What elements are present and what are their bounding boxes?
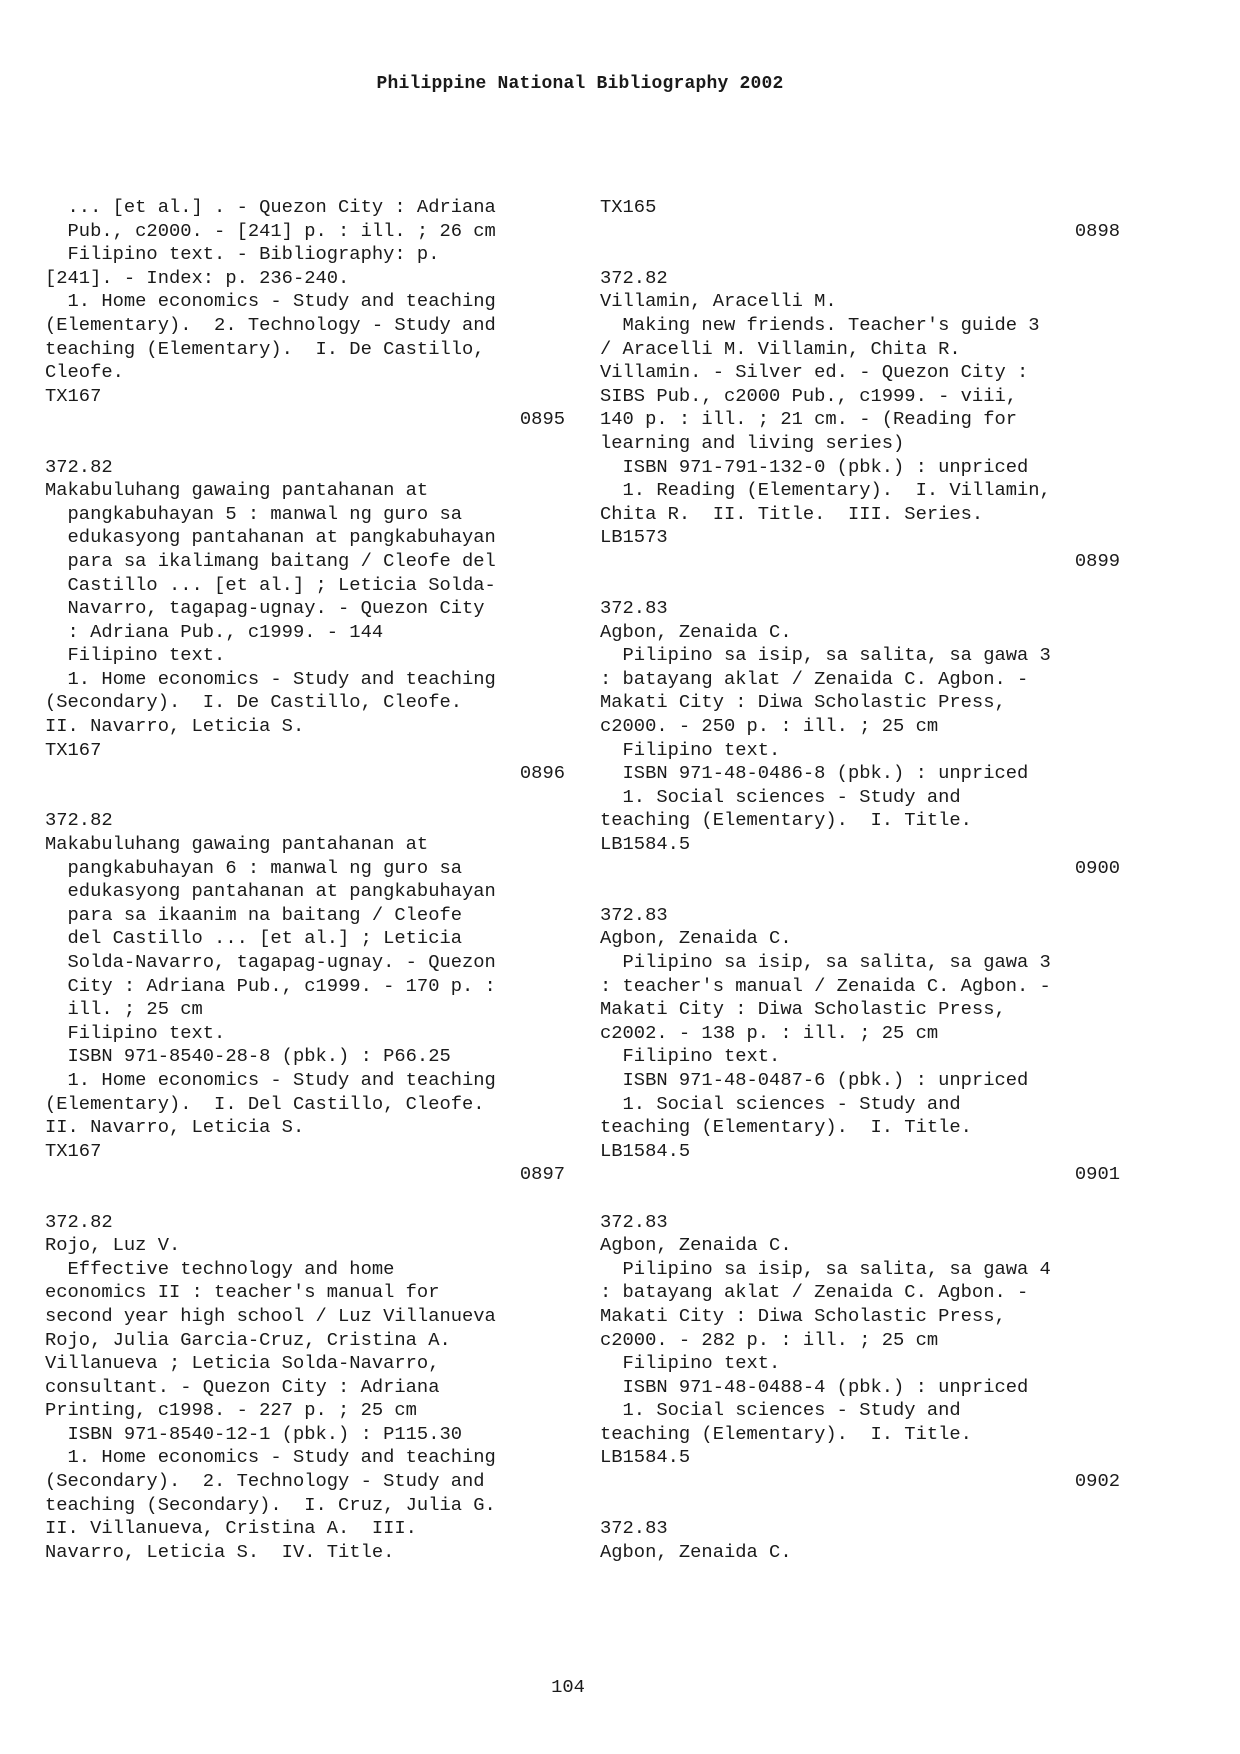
entry-line: Navarro, Leticia S. IV. Title. <box>45 1540 395 1563</box>
entry-line: 372.82 <box>45 455 113 478</box>
entry-line: Pilipino sa isip, sa salita, sa gawa 3 <box>600 951 1051 973</box>
entry-line: Navarro, tagapag-ugnay. - Quezon City <box>45 597 485 620</box>
entry-line: 1. Home economics - Study and teaching <box>45 290 496 313</box>
entry-line: LB1584.5 <box>600 833 691 856</box>
entry-line: 372.83 <box>600 1210 668 1233</box>
entry-line: 372.83 <box>600 1517 668 1540</box>
entry-line: (Elementary). 2. Technology - Study and <box>45 313 496 336</box>
entry-gap <box>600 880 1120 904</box>
entry-gap <box>600 243 1120 267</box>
entry-gap <box>600 574 1120 598</box>
entry-line: Cleofe. <box>45 361 124 384</box>
entry-line: 1. Social sciences - Study and <box>600 1399 961 1422</box>
entry-line: 1. Reading (Elementary). I. Villamin, <box>600 479 1051 502</box>
entry-line: Pilipino sa isip, sa salita, sa gawa 3 <box>600 644 1051 667</box>
entry-line: 140 p. : ill. ; 21 cm. - (Reading for <box>600 408 1018 431</box>
entry-line: Filipino text. <box>600 1352 781 1375</box>
entry-line: 372.82 <box>45 1210 113 1233</box>
entry-line: (Elementary). I. Del Castillo, Cleofe. <box>45 1092 485 1115</box>
entry-line: Villamin. - Silver ed. - Quezon City : <box>600 361 1029 384</box>
entry-line: LB1584.5 <box>600 1139 691 1162</box>
entry-line: II. Villanueva, Cristina A. III. <box>45 1517 417 1540</box>
entry-line: Filipino text. <box>45 1021 226 1044</box>
entry-gap <box>600 1187 1120 1211</box>
entry-line: Filipino text. <box>600 738 781 761</box>
entry-number: 0895 <box>519 408 565 431</box>
entry-line: 1. Home economics - Study and teaching <box>45 667 496 690</box>
entry-line: TX167 <box>45 384 102 407</box>
entry-line: : teacher's manual / Zenaida C. Agbon. - <box>600 974 1051 997</box>
entry-line: ISBN 971-48-0487-6 (pbk.) : unpriced <box>600 1068 1029 1091</box>
entry-line: 372.83 <box>600 597 668 620</box>
entry-line: c2000. - 282 p. : ill. ; 25 cm <box>600 1328 939 1351</box>
entry-line: 1. Home economics - Study and teaching <box>45 1068 496 1091</box>
entry-gap <box>45 432 565 456</box>
entry-line: ISBN 971-48-0488-4 (pbk.) : unpriced <box>600 1375 1029 1398</box>
entry-line: 1. Social sciences - Study and <box>600 785 961 808</box>
entry-line: Filipino text. <box>45 644 226 667</box>
entry-line: Pilipino sa isip, sa salita, sa gawa 4 <box>600 1257 1051 1280</box>
entry-line: Pub., c2000. - [241] p. : ill. ; 26 cm <box>45 219 496 242</box>
entry-line: Agbon, Zenaida C. <box>600 1234 792 1257</box>
entry-line: TX165 <box>600 196 657 218</box>
entry-line: TX167 <box>45 738 102 761</box>
entry-line: Rojo, Julia Garcia-Cruz, Cristina A. <box>45 1328 451 1351</box>
entry-line: ... [et al.] . - Quezon City : Adriana <box>45 196 496 218</box>
entry-line: edukasyong pantahanan at pangkabuhayan <box>45 526 496 549</box>
right-column <box>600 196 1120 1564</box>
entry-line: / Aracelli M. Villamin, Chita R. <box>600 337 961 360</box>
entry-line: consultant. - Quezon City : Adriana <box>45 1375 440 1398</box>
entry-line: c2002. - 138 p. : ill. ; 25 cm <box>600 1021 939 1044</box>
entry-line: teaching (Secondary). I. Cruz, Julia G. <box>45 1493 496 1516</box>
entry-number: 0898 <box>1074 219 1120 242</box>
entry-number: 0899 <box>1074 549 1120 572</box>
entry-line: LB1584.5 <box>600 1446 691 1469</box>
entry-line: pangkabuhayan 6 : manwal ng guro sa <box>45 856 463 879</box>
entry-line: 372.82 <box>45 809 113 832</box>
entry-line: Printing, c1998. - 227 p. ; 25 cm <box>45 1399 417 1422</box>
entry-gap <box>45 786 565 810</box>
entry-line: : batayang aklat / Zenaida C. Agbon. - <box>600 667 1029 690</box>
entry-gap <box>45 1187 565 1211</box>
entry-line: LB1573 <box>600 526 668 549</box>
entry-line: Agbon, Zenaida C. <box>600 927 792 950</box>
entry-line: II. Navarro, Leticia S. <box>45 715 305 738</box>
entry-line: (Secondary). I. De Castillo, Cleofe. <box>45 691 463 714</box>
entry-number: 0896 <box>519 762 565 785</box>
entry-line: economics II : teacher's manual for <box>45 1281 440 1304</box>
entry-gap <box>600 1494 1120 1518</box>
entry-line: para sa ikalimang baitang / Cleofe del <box>45 549 496 572</box>
entry-line: Filipino text. <box>600 1045 781 1068</box>
entry-line: teaching (Elementary). I. Title. <box>600 1422 972 1445</box>
entry-line: Agbon, Zenaida C. <box>600 620 792 643</box>
entry-line: Villanueva ; Leticia Solda-Navarro, <box>45 1352 440 1375</box>
entry-line: Makabuluhang gawaing pantahanan at <box>45 479 429 502</box>
entry-line: Makati City : Diwa Scholastic Press, <box>600 1304 1006 1327</box>
entry-line: ill. ; 25 cm <box>45 998 203 1021</box>
entry-number: 0901 <box>1074 1163 1120 1186</box>
entry-line: Solda-Navarro, tagapag-ugnay. - Quezon <box>45 951 496 973</box>
entry-line: del Castillo ... [et al.] ; Leticia <box>45 927 463 950</box>
entry-line: City : Adriana Pub., c1999. - 170 p. : <box>45 974 496 997</box>
entry-line: : batayang aklat / Zenaida C. Agbon. - <box>600 1281 1029 1304</box>
entry-line: Making new friends. Teacher's guide 3 <box>600 313 1040 336</box>
entry-line: : Adriana Pub., c1999. - 144 <box>45 620 384 643</box>
entry-line: Rojo, Luz V. <box>45 1234 181 1257</box>
page-title: Philippine National Bibliography 2002 <box>376 74 784 94</box>
entry-line: 1. Home economics - Study and teaching <box>45 1446 496 1469</box>
entry-line: teaching (Elementary). I. Title. <box>600 1116 972 1139</box>
entry-line: ISBN 971-48-0486-8 (pbk.) : unpriced <box>600 762 1029 785</box>
entry-line: c2000. - 250 p. : ill. ; 25 cm <box>600 715 939 738</box>
entry-line: edukasyong pantahanan at pangkabuhayan <box>45 880 496 903</box>
page-number: 104 <box>551 1676 585 1698</box>
entry-line: pangkabuhayan 5 : manwal ng guro sa <box>45 502 463 525</box>
entry-line: teaching (Elementary). I. Title. <box>600 809 972 832</box>
entry-line: teaching (Elementary). I. De Castillo, <box>45 337 485 360</box>
entry-line: Agbon, Zenaida C. <box>600 1540 792 1563</box>
entry-line: Makati City : Diwa Scholastic Press, <box>600 998 1006 1021</box>
entry-line: Makati City : Diwa Scholastic Press, <box>600 691 1006 714</box>
entry-line: Chita R. II. Title. III. Series. <box>600 502 984 525</box>
entry-line: second year high school / Luz Villanueva <box>45 1304 496 1327</box>
entry-line: 372.82 <box>600 266 668 289</box>
entry-line: ISBN 971-8540-12-1 (pbk.) : P115.30 <box>45 1422 463 1445</box>
entry-line: TX167 <box>45 1139 102 1162</box>
entry-line: [241]. - Index: p. 236-240. <box>45 266 350 289</box>
entry-line: II. Navarro, Leticia S. <box>45 1116 305 1139</box>
entry-line: ISBN 971-8540-28-8 (pbk.) : P66.25 <box>45 1045 451 1068</box>
entry-line: Makabuluhang gawaing pantahanan at <box>45 833 429 856</box>
entry-line: Filipino text. - Bibliography: p. <box>45 243 440 266</box>
entry-line: Castillo ... [et al.] ; Leticia Solda- <box>45 573 496 596</box>
entry-line: SIBS Pub., c2000 Pub., c1999. - viii, <box>600 384 1018 407</box>
entry-number: 0902 <box>1074 1470 1120 1493</box>
left-column <box>45 196 565 1564</box>
entry-number: 0900 <box>1074 856 1120 879</box>
entry-line: learning and living series) <box>600 431 905 454</box>
entry-number: 0897 <box>519 1163 565 1186</box>
entry-line: ISBN 971-791-132-0 (pbk.) : unpriced <box>600 455 1029 478</box>
entry-line: 1. Social sciences - Study and <box>600 1092 961 1115</box>
entry-line: Villamin, Aracelli M. <box>600 290 837 313</box>
entry-line: Effective technology and home <box>45 1257 395 1280</box>
entry-line: para sa ikaanim na baitang / Cleofe <box>45 903 463 926</box>
entry-line: (Secondary). 2. Technology - Study and <box>45 1470 485 1493</box>
entry-line: 372.83 <box>600 903 668 926</box>
